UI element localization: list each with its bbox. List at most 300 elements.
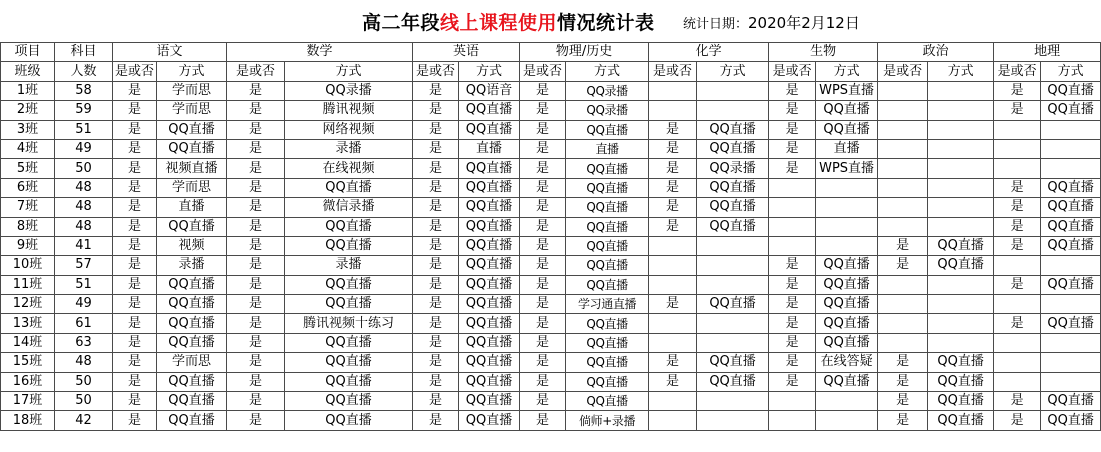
method-cell[interactable]: QQ直播 — [459, 411, 520, 430]
method-cell[interactable] — [697, 101, 769, 120]
yesno-cell[interactable]: 是 — [520, 178, 566, 197]
yesno-cell[interactable] — [769, 198, 816, 217]
class-cell[interactable]: 3班 — [1, 120, 55, 139]
yesno-cell[interactable]: 是 — [649, 217, 697, 236]
method-cell[interactable] — [928, 81, 994, 100]
method-cell[interactable]: QQ直播 — [928, 411, 994, 430]
yesno-cell[interactable]: 是 — [413, 411, 459, 430]
yesno-cell[interactable]: 是 — [994, 275, 1041, 294]
yesno-cell[interactable]: 是 — [520, 295, 566, 314]
count-cell[interactable]: 50 — [55, 392, 113, 411]
yesno-cell[interactable] — [878, 101, 928, 120]
method-cell[interactable]: 在线视频 — [285, 159, 413, 178]
class-cell[interactable]: 1班 — [1, 81, 55, 100]
yesno-cell[interactable]: 是 — [878, 236, 928, 255]
method-cell[interactable]: QQ直播 — [157, 295, 227, 314]
method-cell[interactable]: QQ直播 — [1041, 101, 1101, 120]
method-cell[interactable]: 微信录播 — [285, 198, 413, 217]
yesno-cell[interactable]: 是 — [413, 372, 459, 391]
yesno-cell[interactable]: 是 — [878, 353, 928, 372]
method-cell[interactable]: QQ直播 — [459, 178, 520, 197]
method-cell[interactable]: QQ录播 — [697, 159, 769, 178]
yesno-cell[interactable]: 是 — [520, 198, 566, 217]
yesno-cell[interactable]: 是 — [113, 411, 157, 430]
method-cell[interactable]: QQ直播 — [816, 295, 878, 314]
method-cell[interactable]: QQ直播 — [697, 353, 769, 372]
yesno-cell[interactable] — [994, 333, 1041, 352]
yesno-cell[interactable]: 是 — [413, 159, 459, 178]
yesno-cell[interactable]: 是 — [227, 139, 285, 158]
method-cell[interactable]: QQ直播 — [1041, 178, 1101, 197]
class-cell[interactable]: 12班 — [1, 295, 55, 314]
method-cell[interactable] — [697, 411, 769, 430]
class-cell[interactable]: 9班 — [1, 236, 55, 255]
yesno-cell[interactable] — [994, 372, 1041, 391]
method-cell[interactable]: QQ直播 — [1041, 275, 1101, 294]
yesno-cell[interactable]: 是 — [994, 101, 1041, 120]
method-cell[interactable]: QQ直播 — [459, 217, 520, 236]
yesno-cell[interactable]: 是 — [769, 159, 816, 178]
yesno-cell[interactable]: 是 — [413, 275, 459, 294]
yesno-cell[interactable]: 是 — [769, 333, 816, 352]
count-cell[interactable]: 49 — [55, 295, 113, 314]
method-cell[interactable]: QQ直播 — [459, 353, 520, 372]
method-cell[interactable]: QQ直播 — [157, 333, 227, 352]
yesno-cell[interactable]: 是 — [878, 392, 928, 411]
method-cell[interactable]: QQ直播 — [285, 295, 413, 314]
method-cell[interactable] — [816, 236, 878, 255]
yesno-cell[interactable]: 是 — [227, 275, 285, 294]
yesno-cell[interactable]: 是 — [113, 120, 157, 139]
method-cell[interactable]: QQ直播 — [157, 314, 227, 333]
method-cell[interactable]: 腾讯视频十练习 — [285, 314, 413, 333]
method-cell[interactable]: 倘师+录播 — [566, 411, 649, 430]
yesno-cell[interactable]: 是 — [113, 256, 157, 275]
yesno-cell[interactable]: 是 — [769, 372, 816, 391]
method-cell[interactable]: QQ直播 — [459, 256, 520, 275]
method-cell[interactable]: QQ直播 — [566, 256, 649, 275]
yesno-cell[interactable] — [994, 139, 1041, 158]
count-cell[interactable]: 61 — [55, 314, 113, 333]
method-cell[interactable] — [928, 275, 994, 294]
method-cell[interactable]: 直播 — [566, 139, 649, 158]
yesno-cell[interactable]: 是 — [520, 236, 566, 255]
method-cell[interactable]: QQ语音 — [459, 81, 520, 100]
method-cell[interactable]: QQ直播 — [566, 275, 649, 294]
method-cell[interactable]: 网络视频 — [285, 120, 413, 139]
method-cell[interactable]: QQ直播 — [816, 275, 878, 294]
yesno-cell[interactable] — [878, 120, 928, 139]
yesno-cell[interactable]: 是 — [113, 353, 157, 372]
method-cell[interactable] — [928, 101, 994, 120]
method-cell[interactable]: QQ直播 — [459, 314, 520, 333]
method-cell[interactable]: 腾讯视频 — [285, 101, 413, 120]
method-cell[interactable]: 直播 — [157, 198, 227, 217]
yesno-cell[interactable]: 是 — [413, 353, 459, 372]
yesno-cell[interactable]: 是 — [994, 392, 1041, 411]
yesno-cell[interactable]: 是 — [113, 295, 157, 314]
yesno-cell[interactable]: 是 — [113, 333, 157, 352]
yesno-cell[interactable]: 是 — [649, 120, 697, 139]
method-cell[interactable]: QQ直播 — [1041, 314, 1101, 333]
yesno-cell[interactable] — [878, 178, 928, 197]
yesno-cell[interactable]: 是 — [227, 178, 285, 197]
method-cell[interactable]: QQ直播 — [157, 139, 227, 158]
yesno-cell[interactable]: 是 — [113, 275, 157, 294]
method-cell[interactable]: 学习通直播 — [566, 295, 649, 314]
yesno-cell[interactable]: 是 — [520, 353, 566, 372]
method-cell[interactable]: QQ直播 — [459, 295, 520, 314]
yesno-cell[interactable]: 是 — [227, 217, 285, 236]
method-cell[interactable]: QQ直播 — [459, 101, 520, 120]
yesno-cell[interactable]: 是 — [113, 314, 157, 333]
method-cell[interactable]: QQ直播 — [285, 372, 413, 391]
yesno-cell[interactable]: 是 — [994, 217, 1041, 236]
yesno-cell[interactable]: 是 — [227, 392, 285, 411]
yesno-cell[interactable]: 是 — [520, 120, 566, 139]
yesno-cell[interactable]: 是 — [227, 81, 285, 100]
yesno-cell[interactable] — [649, 256, 697, 275]
yesno-cell[interactable]: 是 — [520, 101, 566, 120]
count-cell[interactable]: 48 — [55, 353, 113, 372]
yesno-cell[interactable]: 是 — [994, 178, 1041, 197]
class-cell[interactable]: 15班 — [1, 353, 55, 372]
yesno-cell[interactable] — [769, 178, 816, 197]
method-cell[interactable]: 在线答疑 — [816, 353, 878, 372]
class-cell[interactable]: 5班 — [1, 159, 55, 178]
method-cell[interactable] — [697, 392, 769, 411]
yesno-cell[interactable]: 是 — [649, 295, 697, 314]
yesno-cell[interactable] — [878, 333, 928, 352]
count-cell[interactable]: 59 — [55, 101, 113, 120]
yesno-cell[interactable]: 是 — [227, 333, 285, 352]
yesno-cell[interactable]: 是 — [227, 256, 285, 275]
method-cell[interactable]: QQ直播 — [816, 333, 878, 352]
method-cell[interactable]: QQ直播 — [566, 178, 649, 197]
yesno-cell[interactable] — [878, 81, 928, 100]
method-cell[interactable]: QQ直播 — [285, 353, 413, 372]
method-cell[interactable] — [928, 295, 994, 314]
yesno-cell[interactable] — [994, 120, 1041, 139]
count-cell[interactable]: 63 — [55, 333, 113, 352]
yesno-cell[interactable] — [649, 275, 697, 294]
method-cell[interactable]: QQ直播 — [459, 120, 520, 139]
yesno-cell[interactable]: 是 — [113, 101, 157, 120]
yesno-cell[interactable]: 是 — [769, 314, 816, 333]
yesno-cell[interactable]: 是 — [649, 139, 697, 158]
yesno-cell[interactable]: 是 — [769, 120, 816, 139]
yesno-cell[interactable] — [649, 392, 697, 411]
yesno-cell[interactable]: 是 — [227, 101, 285, 120]
method-cell[interactable] — [697, 236, 769, 255]
method-cell[interactable] — [816, 392, 878, 411]
yesno-cell[interactable]: 是 — [227, 159, 285, 178]
count-cell[interactable]: 41 — [55, 236, 113, 255]
method-cell[interactable]: QQ直播 — [928, 256, 994, 275]
method-cell[interactable]: QQ直播 — [1041, 411, 1101, 430]
yesno-cell[interactable]: 是 — [649, 178, 697, 197]
yesno-cell[interactable]: 是 — [413, 120, 459, 139]
yesno-cell[interactable]: 是 — [413, 101, 459, 120]
method-cell[interactable]: QQ直播 — [157, 392, 227, 411]
yesno-cell[interactable]: 是 — [413, 333, 459, 352]
yesno-cell[interactable] — [649, 314, 697, 333]
yesno-cell[interactable] — [878, 159, 928, 178]
class-cell[interactable]: 17班 — [1, 392, 55, 411]
method-cell[interactable]: QQ直播 — [1041, 392, 1101, 411]
method-cell[interactable] — [928, 198, 994, 217]
yesno-cell[interactable] — [994, 295, 1041, 314]
yesno-cell[interactable]: 是 — [413, 178, 459, 197]
method-cell[interactable] — [697, 333, 769, 352]
method-cell[interactable]: QQ直播 — [285, 333, 413, 352]
count-cell[interactable]: 48 — [55, 198, 113, 217]
method-cell[interactable] — [1041, 353, 1101, 372]
yesno-cell[interactable] — [878, 295, 928, 314]
method-cell[interactable]: QQ直播 — [459, 392, 520, 411]
yesno-cell[interactable]: 是 — [227, 314, 285, 333]
method-cell[interactable]: QQ直播 — [285, 275, 413, 294]
method-cell[interactable]: QQ直播 — [566, 159, 649, 178]
method-cell[interactable]: 学而思 — [157, 101, 227, 120]
method-cell[interactable]: QQ直播 — [1041, 81, 1101, 100]
method-cell[interactable]: WPS直播 — [816, 159, 878, 178]
count-cell[interactable]: 42 — [55, 411, 113, 430]
method-cell[interactable] — [697, 275, 769, 294]
method-cell[interactable]: QQ录播 — [566, 81, 649, 100]
method-cell[interactable]: QQ直播 — [157, 275, 227, 294]
yesno-cell[interactable]: 是 — [227, 198, 285, 217]
yesno-cell[interactable]: 是 — [227, 120, 285, 139]
class-cell[interactable]: 4班 — [1, 139, 55, 158]
method-cell[interactable]: QQ直播 — [459, 275, 520, 294]
yesno-cell[interactable]: 是 — [520, 81, 566, 100]
method-cell[interactable]: QQ直播 — [566, 314, 649, 333]
yesno-cell[interactable]: 是 — [413, 256, 459, 275]
yesno-cell[interactable] — [878, 139, 928, 158]
yesno-cell[interactable]: 是 — [113, 81, 157, 100]
method-cell[interactable]: QQ直播 — [285, 411, 413, 430]
method-cell[interactable]: QQ直播 — [566, 353, 649, 372]
yesno-cell[interactable] — [994, 159, 1041, 178]
method-cell[interactable]: QQ直播 — [459, 372, 520, 391]
method-cell[interactable]: 学而思 — [157, 178, 227, 197]
method-cell[interactable]: QQ直播 — [459, 236, 520, 255]
method-cell[interactable]: QQ直播 — [1041, 217, 1101, 236]
method-cell[interactable] — [697, 81, 769, 100]
method-cell[interactable] — [928, 120, 994, 139]
method-cell[interactable]: WPS直播 — [816, 81, 878, 100]
count-cell[interactable]: 51 — [55, 275, 113, 294]
method-cell[interactable]: QQ直播 — [285, 178, 413, 197]
method-cell[interactable]: QQ直播 — [816, 120, 878, 139]
method-cell[interactable] — [816, 198, 878, 217]
yesno-cell[interactable]: 是 — [227, 372, 285, 391]
yesno-cell[interactable]: 是 — [649, 198, 697, 217]
yesno-cell[interactable]: 是 — [520, 392, 566, 411]
yesno-cell[interactable]: 是 — [994, 314, 1041, 333]
method-cell[interactable]: QQ直播 — [566, 236, 649, 255]
method-cell[interactable]: 录播 — [285, 139, 413, 158]
class-cell[interactable]: 18班 — [1, 411, 55, 430]
method-cell[interactable]: QQ直播 — [697, 139, 769, 158]
method-cell[interactable]: QQ直播 — [928, 353, 994, 372]
yesno-cell[interactable]: 是 — [769, 101, 816, 120]
method-cell[interactable]: QQ直播 — [697, 217, 769, 236]
method-cell[interactable]: QQ直播 — [157, 372, 227, 391]
count-cell[interactable]: 57 — [55, 256, 113, 275]
yesno-cell[interactable] — [878, 198, 928, 217]
class-cell[interactable]: 16班 — [1, 372, 55, 391]
yesno-cell[interactable] — [649, 333, 697, 352]
yesno-cell[interactable] — [769, 392, 816, 411]
method-cell[interactable]: QQ直播 — [285, 392, 413, 411]
method-cell[interactable]: QQ直播 — [816, 256, 878, 275]
count-cell[interactable]: 50 — [55, 159, 113, 178]
method-cell[interactable] — [1041, 333, 1101, 352]
yesno-cell[interactable]: 是 — [520, 139, 566, 158]
yesno-cell[interactable]: 是 — [227, 236, 285, 255]
yesno-cell[interactable]: 是 — [769, 295, 816, 314]
yesno-cell[interactable]: 是 — [878, 411, 928, 430]
method-cell[interactable]: QQ直播 — [816, 314, 878, 333]
method-cell[interactable]: QQ直播 — [566, 120, 649, 139]
yesno-cell[interactable] — [878, 217, 928, 236]
yesno-cell[interactable] — [769, 411, 816, 430]
method-cell[interactable]: 直播 — [816, 139, 878, 158]
yesno-cell[interactable]: 是 — [520, 275, 566, 294]
yesno-cell[interactable]: 是 — [413, 392, 459, 411]
method-cell[interactable] — [928, 333, 994, 352]
yesno-cell[interactable] — [649, 411, 697, 430]
class-cell[interactable]: 7班 — [1, 198, 55, 217]
class-cell[interactable]: 11班 — [1, 275, 55, 294]
method-cell[interactable]: 视频 — [157, 236, 227, 255]
method-cell[interactable]: QQ直播 — [928, 392, 994, 411]
yesno-cell[interactable]: 是 — [113, 217, 157, 236]
count-cell[interactable]: 49 — [55, 139, 113, 158]
yesno-cell[interactable]: 是 — [769, 139, 816, 158]
method-cell[interactable] — [928, 217, 994, 236]
yesno-cell[interactable]: 是 — [520, 372, 566, 391]
method-cell[interactable] — [1041, 120, 1101, 139]
method-cell[interactable]: 学而思 — [157, 81, 227, 100]
yesno-cell[interactable]: 是 — [520, 333, 566, 352]
method-cell[interactable]: QQ直播 — [1041, 198, 1101, 217]
yesno-cell[interactable]: 是 — [649, 159, 697, 178]
method-cell[interactable]: 直播 — [459, 139, 520, 158]
method-cell[interactable]: QQ直播 — [928, 236, 994, 255]
method-cell[interactable]: 视频直播 — [157, 159, 227, 178]
method-cell[interactable]: QQ直播 — [697, 372, 769, 391]
yesno-cell[interactable] — [994, 256, 1041, 275]
yesno-cell[interactable]: 是 — [769, 275, 816, 294]
method-cell[interactable]: QQ直播 — [697, 120, 769, 139]
count-cell[interactable]: 48 — [55, 217, 113, 236]
yesno-cell[interactable]: 是 — [994, 198, 1041, 217]
method-cell[interactable] — [816, 178, 878, 197]
method-cell[interactable] — [1041, 139, 1101, 158]
yesno-cell[interactable] — [769, 236, 816, 255]
method-cell[interactable]: 学而思 — [157, 353, 227, 372]
method-cell[interactable]: QQ直播 — [157, 120, 227, 139]
yesno-cell[interactable]: 是 — [113, 178, 157, 197]
yesno-cell[interactable]: 是 — [227, 295, 285, 314]
method-cell[interactable]: QQ直播 — [697, 295, 769, 314]
yesno-cell[interactable]: 是 — [520, 411, 566, 430]
yesno-cell[interactable] — [649, 81, 697, 100]
class-cell[interactable]: 10班 — [1, 256, 55, 275]
yesno-cell[interactable]: 是 — [413, 81, 459, 100]
method-cell[interactable]: QQ录播 — [285, 81, 413, 100]
method-cell[interactable]: QQ直播 — [459, 198, 520, 217]
method-cell[interactable] — [697, 256, 769, 275]
yesno-cell[interactable]: 是 — [227, 411, 285, 430]
yesno-cell[interactable]: 是 — [113, 159, 157, 178]
method-cell[interactable]: QQ直播 — [566, 333, 649, 352]
count-cell[interactable]: 50 — [55, 372, 113, 391]
method-cell[interactable]: QQ直播 — [157, 411, 227, 430]
yesno-cell[interactable]: 是 — [769, 353, 816, 372]
method-cell[interactable] — [928, 178, 994, 197]
method-cell[interactable] — [697, 314, 769, 333]
yesno-cell[interactable] — [878, 314, 928, 333]
yesno-cell[interactable]: 是 — [520, 159, 566, 178]
yesno-cell[interactable]: 是 — [878, 372, 928, 391]
yesno-cell[interactable]: 是 — [413, 139, 459, 158]
yesno-cell[interactable]: 是 — [649, 372, 697, 391]
method-cell[interactable]: 录播 — [285, 256, 413, 275]
class-cell[interactable]: 13班 — [1, 314, 55, 333]
yesno-cell[interactable]: 是 — [520, 256, 566, 275]
method-cell[interactable]: QQ直播 — [285, 217, 413, 236]
yesno-cell[interactable]: 是 — [413, 295, 459, 314]
yesno-cell[interactable]: 是 — [413, 198, 459, 217]
yesno-cell[interactable]: 是 — [113, 236, 157, 255]
yesno-cell[interactable] — [994, 353, 1041, 372]
count-cell[interactable]: 58 — [55, 81, 113, 100]
method-cell[interactable]: QQ直播 — [697, 198, 769, 217]
yesno-cell[interactable]: 是 — [113, 392, 157, 411]
yesno-cell[interactable]: 是 — [994, 236, 1041, 255]
method-cell[interactable]: QQ直播 — [285, 236, 413, 255]
method-cell[interactable]: QQ直播 — [1041, 236, 1101, 255]
method-cell[interactable]: QQ直播 — [816, 372, 878, 391]
yesno-cell[interactable]: 是 — [520, 217, 566, 236]
method-cell[interactable] — [928, 159, 994, 178]
class-cell[interactable]: 2班 — [1, 101, 55, 120]
method-cell[interactable]: QQ录播 — [566, 101, 649, 120]
method-cell[interactable] — [928, 314, 994, 333]
method-cell[interactable]: QQ直播 — [697, 178, 769, 197]
yesno-cell[interactable] — [649, 101, 697, 120]
method-cell[interactable] — [1041, 295, 1101, 314]
method-cell[interactable]: QQ直播 — [459, 159, 520, 178]
yesno-cell[interactable]: 是 — [113, 198, 157, 217]
yesno-cell[interactable]: 是 — [413, 217, 459, 236]
yesno-cell[interactable]: 是 — [227, 353, 285, 372]
class-cell[interactable]: 6班 — [1, 178, 55, 197]
method-cell[interactable] — [1041, 372, 1101, 391]
yesno-cell[interactable]: 是 — [878, 256, 928, 275]
yesno-cell[interactable]: 是 — [994, 411, 1041, 430]
count-cell[interactable]: 48 — [55, 178, 113, 197]
method-cell[interactable] — [816, 217, 878, 236]
class-cell[interactable]: 14班 — [1, 333, 55, 352]
method-cell[interactable]: QQ直播 — [566, 217, 649, 236]
method-cell[interactable] — [928, 139, 994, 158]
yesno-cell[interactable]: 是 — [113, 372, 157, 391]
